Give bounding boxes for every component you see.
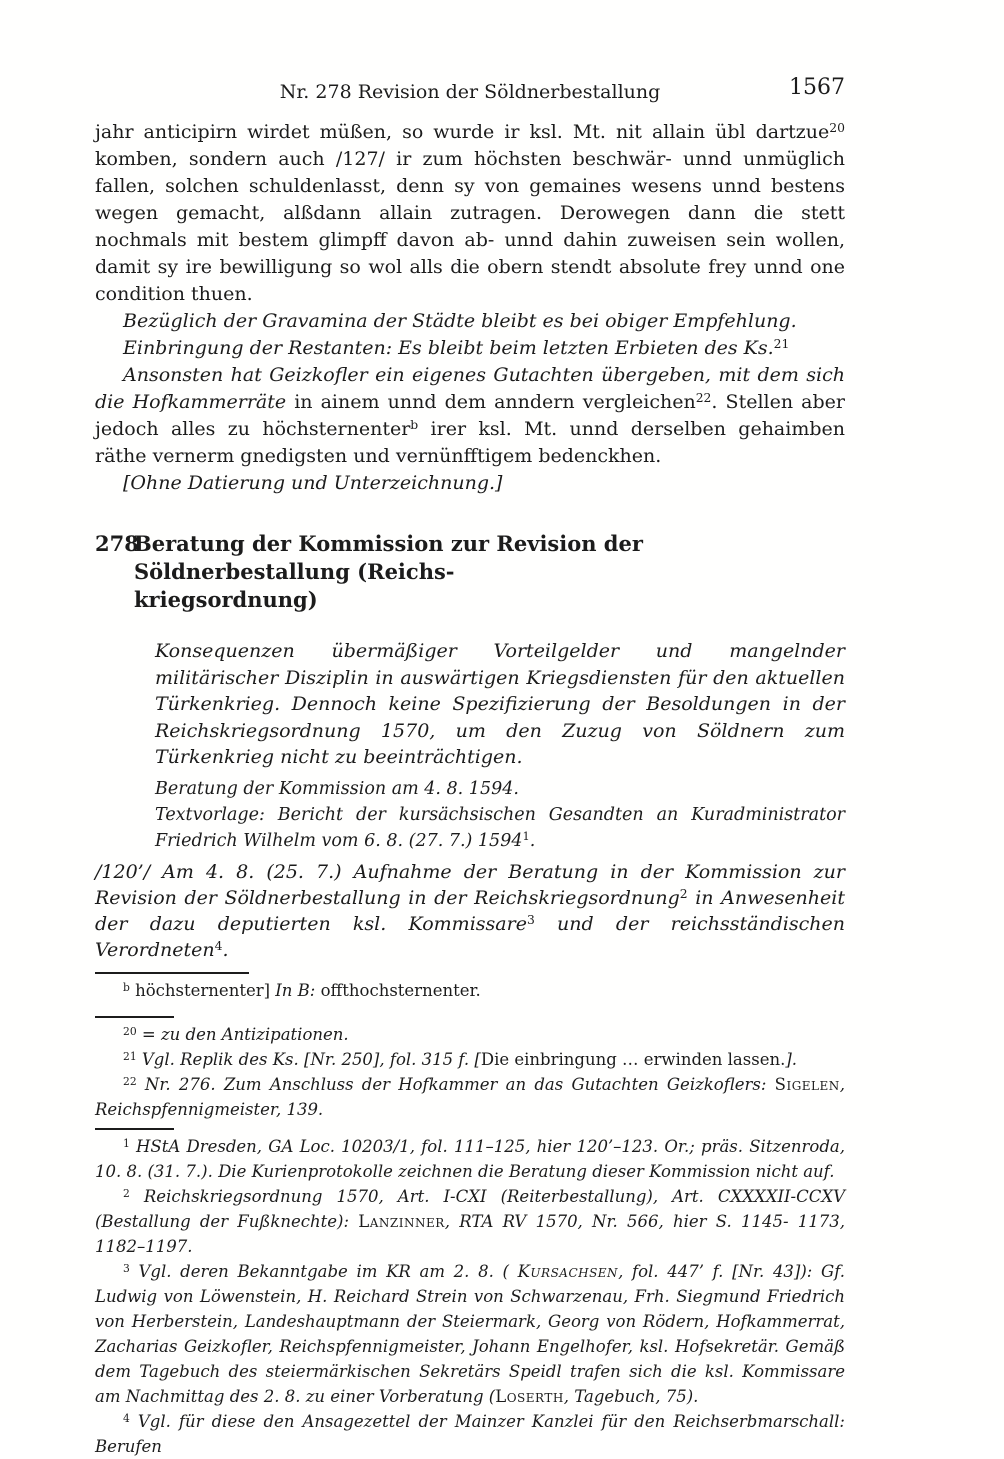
variant-notes [95, 978, 845, 1003]
footnote-1: $^1$ HStA Dresden, GA Loc. 10203/1, fol. 111–125, hier 120’–123. Or.; präs. Sitzenroda, 10. 8. (31. 7.). Die Kurienprotokolle zeichnen die Beratung dieser Kommission nicht auf. [95, 1136, 845, 1181]
main-text [95, 119, 845, 497]
entry-number: 278 [95, 531, 139, 556]
source-block [155, 776, 845, 854]
body-paragraph-gravamina: Bezüglich der Gravamina der Städte bleibt es bei obiger Empfehlung. [123, 310, 797, 332]
body-paragraph-continuation: jahr anticipirn wirdet müßen, so wurde ir ksl. Mt. nit allain übl dartzue$^{20}$ komben, sondern auch /127/ ir zum höchsten beschwär- unnd unmüglich fallen, solchen schuldenlasst, denn sy von gemaines wesens unnd bestens wegen gemacht, alßdann allain zutragen. Derowegen dann die stett nochmals mit bestem glimpff davon ab- unnd dahin zuweisen sein wollen, damit sy ire bewilligung so wol alls die obern stendt absolute frey unnd one condition thuen. [95, 121, 845, 305]
footnote-3: $^3$ Vgl. deren Bekanntgabe im KR am 2. 8. ( Kursachsen, fol. 447’ f. [Nr. 43]): Gf. Ludwig von Löwenstein, H. Reichard Strein von Schwarzenau, Frh. Siegmund Friedrich von Herberstein, Landeshauptmann der Steiermark, Georg von Rödern, Hofkammerrat, Zacharias Geizkofler, Reichspfennigmeister, Johann Engelhofer, ksl. Hofsekretär. Gemäß dem Tagebuch des steiermärkischen Sekretärs Speidl trafen sich die ksl. Kommissare am Nachmittag des 2. 8. zu einer Vorberatung (Loserth, Tagebuch, 75). [95, 1261, 845, 1406]
text-block [95, 75, 845, 1459]
session-note: Beratung der Kommission am 4. 8. 1594. [155, 778, 519, 799]
footnote-4: $^4$ Vgl. für diese den Ansagezettel der Mainzer Kanzlei für den Reichserbmarschall: Berufen [95, 1411, 845, 1456]
protocol-paragraph: /120’/ Am 4. 8. (25. 7.) Aufnahme der Beratung in der Kommission zur Revision der Söldnerbestallung in der Reichskriegsordnung$^2$ in Anwesenheit der dazu deputierten ksl. Kommissare$^3$ und der reichsständischen Verordneten$^4$. [95, 860, 845, 961]
variant-note-b: $^b$ höchsternenter] In B: offthochsternenter. [123, 980, 481, 1000]
source-note: Textvorlage: Bericht der kursächsischen Gesandten an Kuradministrator Friedrich Wilhelm vom 6. 8. (27. 7.) 1594$^1$. [155, 804, 845, 851]
entry-heading [95, 530, 845, 614]
body-paragraph-dating: [Ohne Datierung und Unterzeichnung.] [123, 472, 503, 494]
running-head [95, 75, 845, 104]
footnotes-20-22 [95, 1022, 845, 1122]
footnote-20: $^{20}$ = zu den Antizipationen. [123, 1024, 349, 1044]
body-paragraph-restanten: Einbringung der Restanten: Es bleibt beim letzten Erbieten des Ks.$^{21}$ [123, 337, 790, 359]
running-head-title: Nr. 278 Revision der Söldnerbestallung [279, 81, 661, 103]
footnotes-1-4 [95, 1134, 845, 1459]
entry-title: Beratung der Kommission zur Revision der Söldnerbestallung (Reichs- kriegsordnung) [134, 531, 643, 612]
footnote-separator-upper [95, 1016, 174, 1018]
footnote-separator-lower [95, 1128, 174, 1130]
footnote-22: $^{22}$ Nr. 276. Zum Anschluss der Hofkammer an das Gutachten Geizkoflers: Sigelen, Reichspfennigmeister, 139. [95, 1074, 845, 1119]
body-paragraph-geizkofler: Ansonsten hat Geizkofler ein eigenes Gutachten übergeben, mit dem sich die Hofkammerräte in ainem unnd dem anndern vergleichen$^{22}$. Stellen aber jedoch alles zu höchsternenter$^b$ irer ksl. Mt. unnd derselben gehaimben räthe vernerm gnedigsten und vernünfftigem bedenckhen. [95, 364, 845, 467]
variant-note-separator [95, 972, 249, 974]
footnote-2: $^2$ Reichskriegsordnung 1570, Art. I-CXI (Reiterbestallung), Art. CXXXXII-CCXV (Bestallung der Fußknechte): Lanzinner, RTA RV 1570, Nr. 566, hier S. 1145- 1173, 1182–1197. [95, 1186, 845, 1256]
entry-summary: Konsequenzen übermäßiger Vorteilgelder und mangelnder militärischer Disziplin in auswärtigen Kriegsdiensten für den aktuellen Türkenkrieg. Dennoch keine Spezifizierung der Besoldungen in der Reichskriegsordnung 1570, um den Zuzug von Söldnern zum Türkenkrieg nicht zu beeinträchtigen. [155, 640, 845, 768]
footnote-21: $^{21}$ Vgl. Replik des Ks. [Nr. 250], fol. 315 f. [Die einbringung … erwinden lassen.]. [123, 1049, 798, 1069]
page-number: 1567 [789, 75, 845, 100]
